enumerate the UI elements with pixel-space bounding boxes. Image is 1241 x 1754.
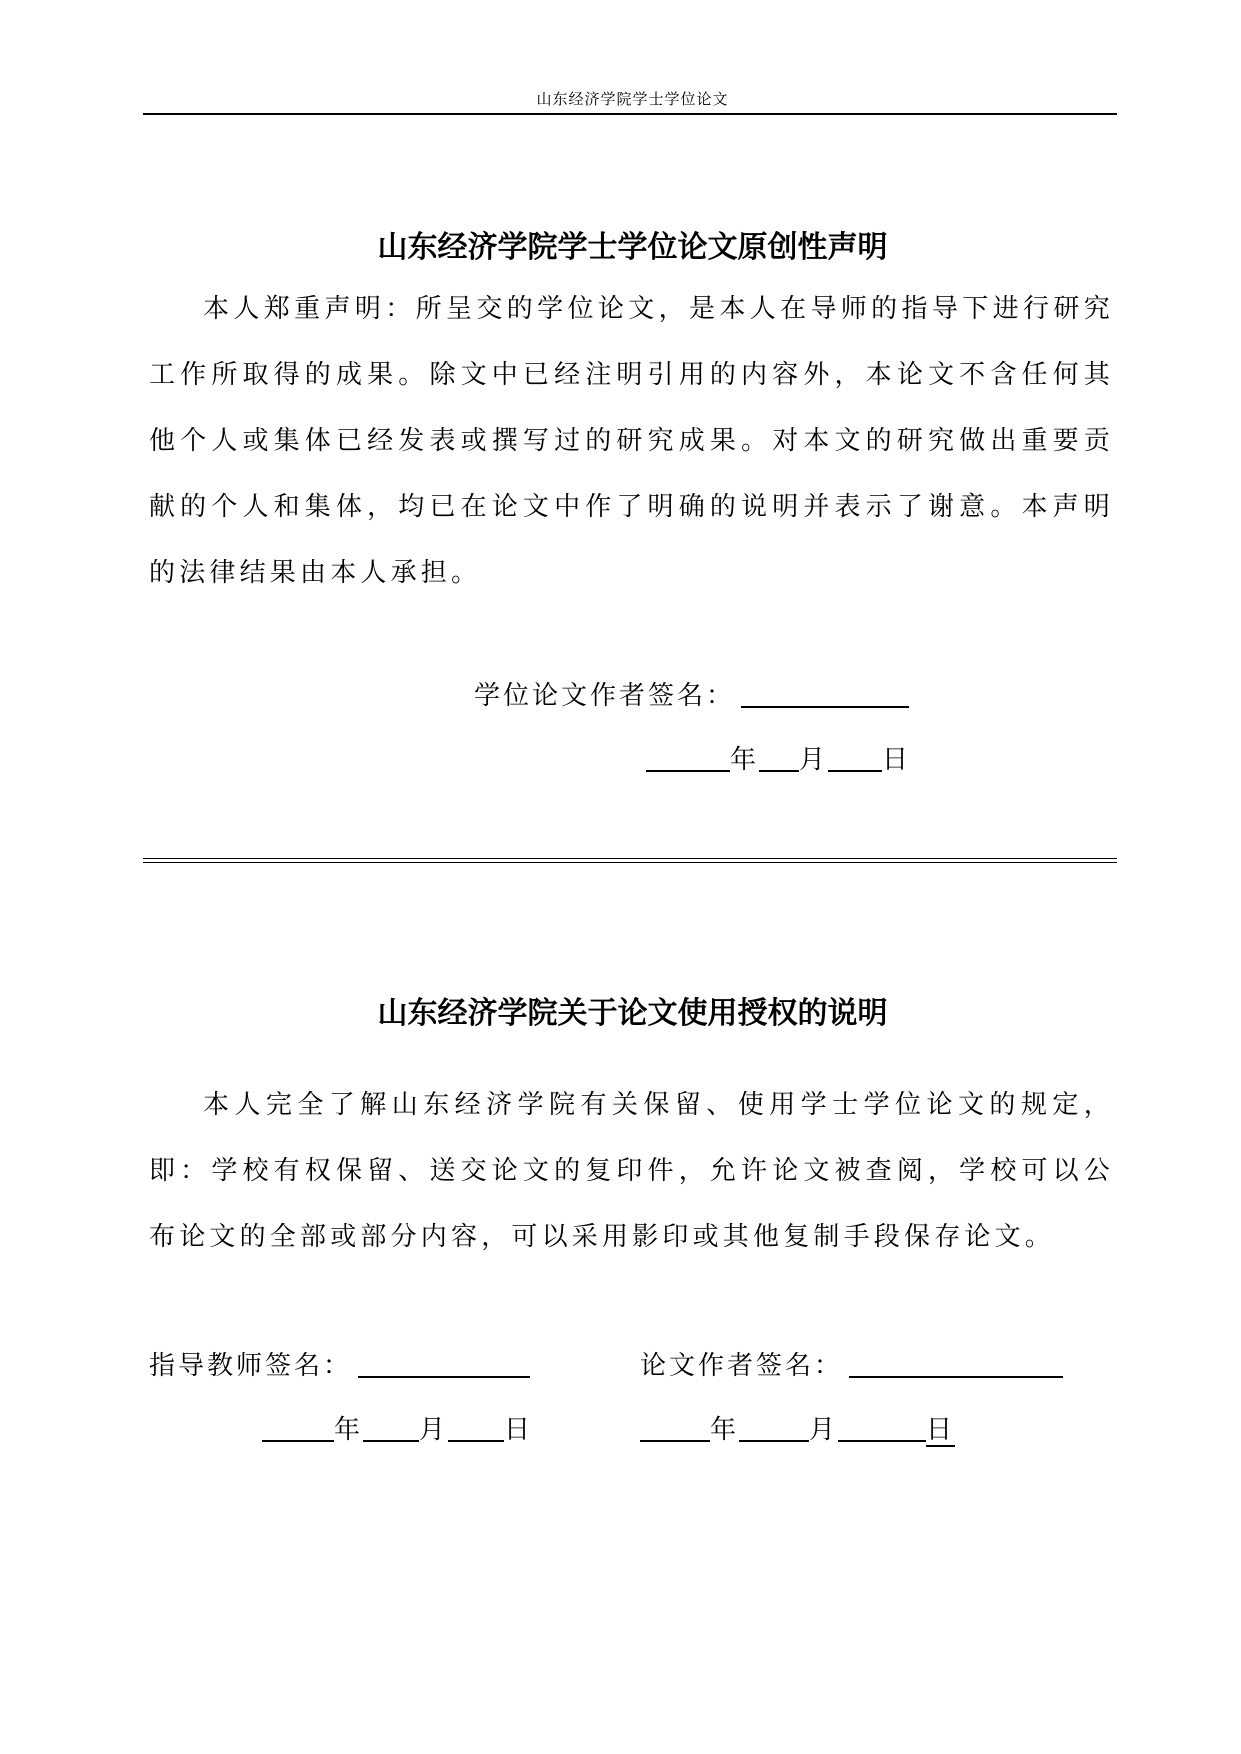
authorization-title: 山东经济学院关于论文使用授权的说明 [377, 996, 888, 1031]
advisor-day-label: 日 [504, 1415, 534, 1445]
authorization-body: 本人完全了解山东经济学院有关保留、使用学士学位论文的规定，即：学校有权保留、送交论文的复印件，允许论文被查阅，学校可以公布论文的全部或部分内容，可以采用影印或其他复制手段保存论文。 [149, 1090, 1114, 1252]
declaration-month-field[interactable] [759, 744, 799, 772]
day-label: 日 [882, 745, 912, 775]
advisor-date-line [262, 1412, 533, 1448]
author-day-field[interactable] [838, 1414, 926, 1442]
author-signature-line-2 [640, 1348, 1063, 1384]
declaration-date-line [646, 742, 911, 778]
section-divider [143, 858, 1117, 863]
advisor-signature-field[interactable] [358, 1350, 530, 1378]
author-month-label: 月 [809, 1415, 839, 1445]
author-date-line [640, 1412, 955, 1448]
advisor-signature-line [149, 1348, 530, 1384]
year-label: 年 [730, 745, 760, 775]
author-signature-field[interactable] [741, 680, 909, 708]
author-signature-field-2[interactable] [849, 1350, 1063, 1378]
author-year-label: 年 [710, 1415, 740, 1445]
author-day-label: 日 [926, 1415, 956, 1445]
declaration-body: 本人郑重声明：所呈交的学位论文，是本人在导师的指导下进行研究工作所取得的成果。除文中已经注明引用的内容外，本论文不含任何其他个人或集体已经发表或撰写过的研究成果。对本文的研究做出重要贡献的个人和集体，均已在论文中作了明确的说明并表示了谢意。本声明的法律结果由本人承担。 [149, 294, 1114, 588]
running-header: 山东经济学院学士学位论文 [536, 90, 729, 108]
declaration-title: 山东经济学院学士学位论文原创性声明 [377, 230, 888, 265]
advisor-signature-label: 指导教师签名： [149, 1351, 353, 1381]
author-year-field[interactable] [640, 1414, 710, 1442]
author-signature-label: 学位论文作者签名： [474, 681, 736, 711]
advisor-year-field[interactable] [262, 1414, 334, 1442]
advisor-month-label: 月 [419, 1415, 449, 1445]
declaration-day-field[interactable] [828, 744, 882, 772]
author-signature-line [474, 678, 909, 714]
author-signature-label-2: 论文作者签名： [640, 1351, 844, 1381]
advisor-month-field[interactable] [363, 1414, 419, 1442]
declaration-year-field[interactable] [646, 744, 730, 772]
header-rule [143, 113, 1117, 115]
month-label: 月 [799, 745, 829, 775]
advisor-day-field[interactable] [448, 1414, 504, 1442]
author-month-field[interactable] [739, 1414, 809, 1442]
advisor-year-label: 年 [334, 1415, 364, 1445]
